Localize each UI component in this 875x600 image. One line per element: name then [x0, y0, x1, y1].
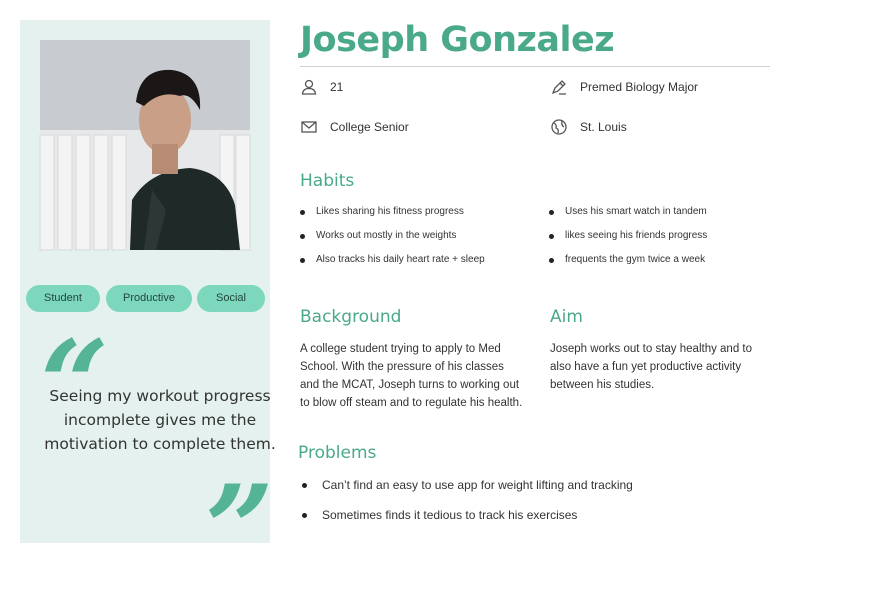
list-item: Works out mostly in the weights [300, 230, 540, 254]
list-item: Also tracks his daily heart rate + sleep [300, 254, 540, 278]
problems-title: Problems [298, 443, 377, 463]
avatar [40, 40, 250, 250]
list-item: Sometimes finds it tedious to track his exercises [302, 508, 822, 538]
list-item: frequents the gym twice a week [549, 254, 779, 278]
status-value: College Senior [330, 120, 409, 134]
info-location [550, 118, 627, 136]
mail-icon [300, 118, 318, 136]
persona-sidebar [20, 20, 276, 600]
location-value: St. Louis [580, 120, 627, 134]
list-item: Likes sharing his fitness progress [300, 206, 540, 230]
persona-name: Joseph Gonzalez [300, 20, 615, 60]
tag-student: Student [26, 285, 100, 312]
age-value: 21 [330, 80, 344, 94]
quote-open-mark: “ [40, 314, 110, 455]
aim-title: Aim [550, 307, 583, 327]
list-item: Can’t find an easy to use app for weight lifting and tracking [302, 478, 822, 508]
problems-list [302, 478, 822, 538]
quote-close-mark: ” [205, 459, 275, 600]
info-age [300, 78, 343, 96]
habits-list-right [549, 206, 779, 278]
tag-social: Social [197, 285, 265, 312]
major-value: Premed Biology Major [580, 80, 699, 94]
info-status [300, 118, 409, 136]
background-text: A college student trying to apply to Med School. With the pressure of his classes and the MCAT, Joseph turns to working out to blow off steam and to regulate his health. [300, 343, 523, 409]
tag-productive: Productive [106, 285, 192, 312]
background-title: Background [300, 307, 402, 327]
persona-quote: Seeing my workout progress incomplete gives me the motivation to complete them. [44, 387, 276, 453]
habits-title: Habits [300, 171, 355, 191]
aim-text: Joseph works out to stay healthy and to also have a fun yet productive activity between his studies. [550, 343, 753, 391]
info-major [550, 78, 698, 96]
list-item: likes seeing his friends progress [549, 230, 779, 254]
list-item: Uses his smart watch in tandem [549, 206, 779, 230]
globe-icon [550, 118, 568, 136]
person-icon [300, 78, 318, 96]
title-divider [300, 66, 770, 67]
pen-icon [550, 78, 568, 96]
habits-list-left [300, 206, 540, 278]
